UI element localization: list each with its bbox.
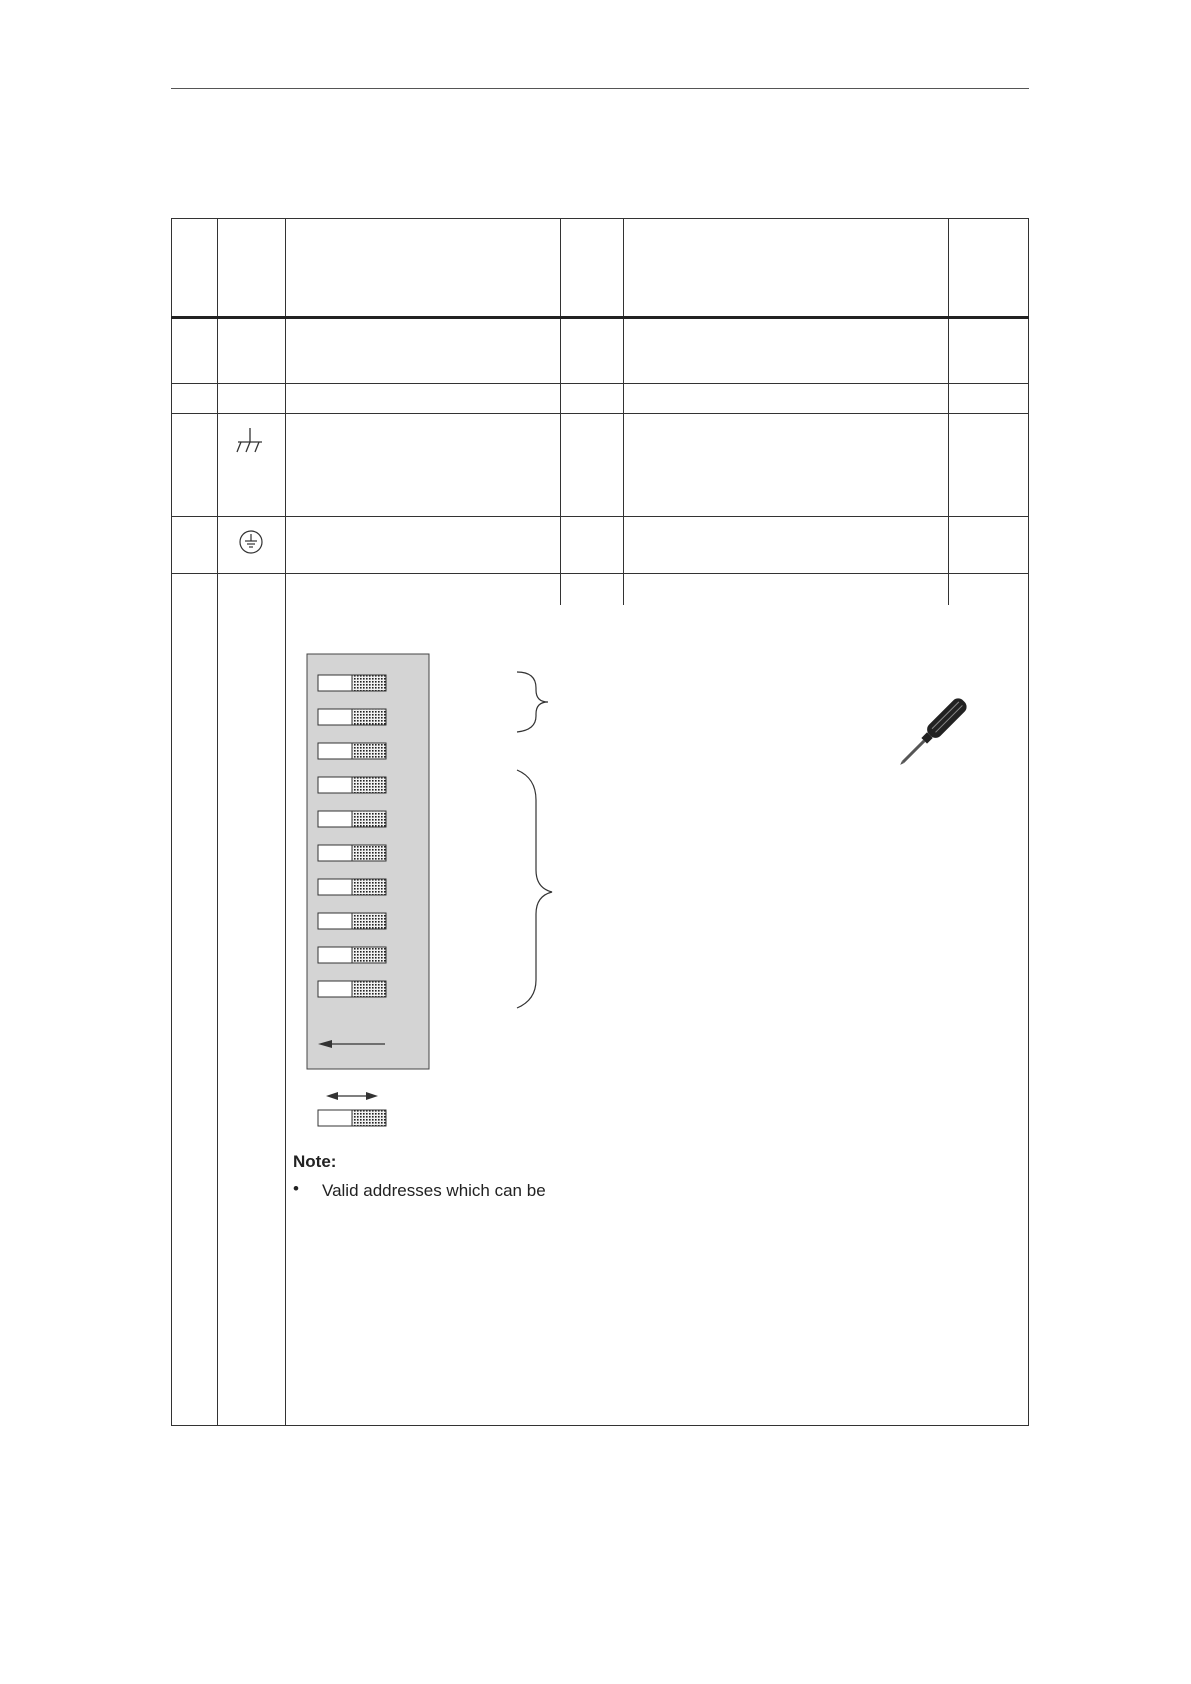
note-bullet: •	[293, 1179, 299, 1198]
dip-switch	[318, 743, 386, 759]
note-title: Note:	[293, 1152, 337, 1171]
dip-switch	[318, 981, 386, 997]
switch-legend	[318, 1110, 386, 1126]
switch-legend-arrow	[326, 1092, 378, 1100]
dip-switch	[318, 709, 386, 725]
upper-group-brace	[517, 672, 548, 732]
dip-switch	[318, 947, 386, 963]
dip-switch	[318, 777, 386, 793]
screwdriver-icon	[895, 696, 970, 771]
lower-group-brace	[517, 770, 552, 1008]
dip-switch	[318, 845, 386, 861]
note-text: Valid addresses which can be	[322, 1181, 546, 1200]
dip-switch	[318, 913, 386, 929]
dip-switch	[318, 811, 386, 827]
dip-switch	[318, 675, 386, 691]
dip-switch	[318, 879, 386, 895]
